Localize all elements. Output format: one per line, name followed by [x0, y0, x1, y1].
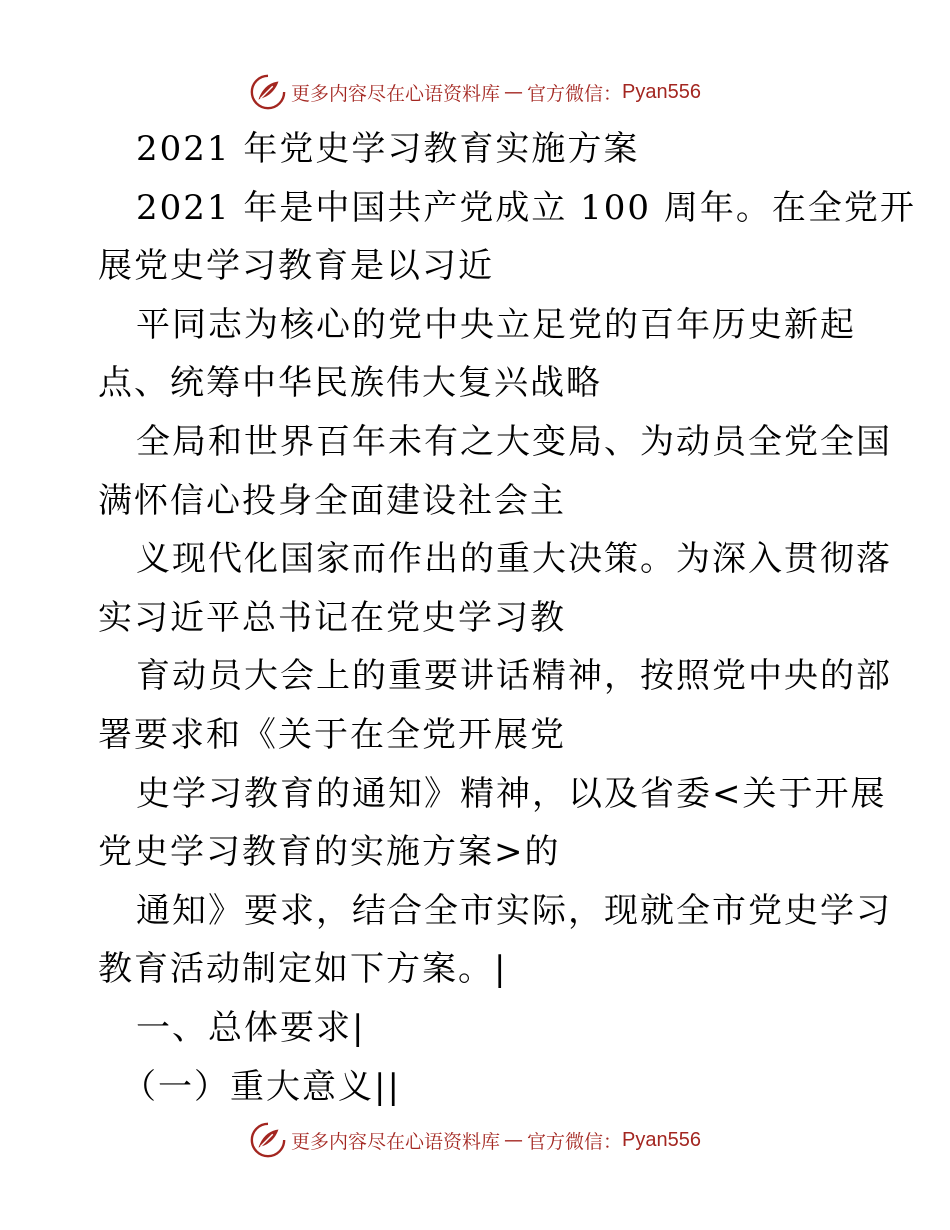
paragraph-line: 义现代化国家而作出的重大决策。为深入贯彻落	[136, 539, 892, 580]
document-title: 2021 年党史学习教育实施方案	[136, 129, 640, 169]
watermark-footer	[0, 1120, 950, 1160]
document-body	[98, 120, 916, 1116]
paragraph-line: 教育活动制定如下方案。|	[98, 949, 508, 990]
section-heading: 一、总体要求|	[136, 1007, 366, 1048]
watermark-contact-label: 官方微信：	[527, 1130, 623, 1153]
paragraph-line: 全局和世界百年未有之大变局、为动员全党全国	[136, 421, 892, 462]
paragraph-line: 满怀信心投身全面建设社会主	[98, 480, 566, 521]
paragraph-line: 实习近平总书记在党史学习教	[98, 597, 566, 638]
leaf-pen-logo-icon	[249, 73, 287, 111]
watermark-brand-text: 更多内容尽在心语资料库	[291, 82, 501, 105]
watermark-contact-id: Pyan556	[622, 1128, 701, 1151]
watermark-separator: —	[504, 1129, 524, 1151]
paragraph-line: 展党史学习教育是以习近	[98, 246, 494, 287]
leaf-pen-logo-icon	[249, 1121, 287, 1159]
paragraph-line: 平同志为核心的党中央立足党的百年历史新起	[136, 304, 856, 345]
watermark-separator: —	[504, 81, 524, 103]
paragraph-line: 通知》要求，结合全市实际，现就全市党史学习	[136, 890, 892, 931]
paragraph-line: 点、统筹中华民族伟大复兴战略	[98, 363, 602, 404]
watermark-contact-id: Pyan556	[622, 80, 701, 103]
watermark-contact-label: 官方微信：	[527, 82, 623, 105]
watermark-header	[0, 72, 950, 112]
watermark-brand-text: 更多内容尽在心语资料库	[291, 1130, 501, 1153]
paragraph-line: 育动员大会上的重要讲话精神，按照党中央的部	[136, 656, 892, 697]
paragraph-line: 2021 年是中国共产党成立 100 周年。在全党开	[136, 187, 916, 228]
subsection-heading: （一）重大意义||	[122, 1066, 401, 1107]
paragraph-line: 党史学习教育的实施方案>的	[98, 832, 561, 873]
paragraph-line: 署要求和《关于在全党开展党	[98, 714, 566, 755]
paragraph-line: 史学习教育的通知》精神，以及省委<关于开展	[136, 773, 887, 814]
